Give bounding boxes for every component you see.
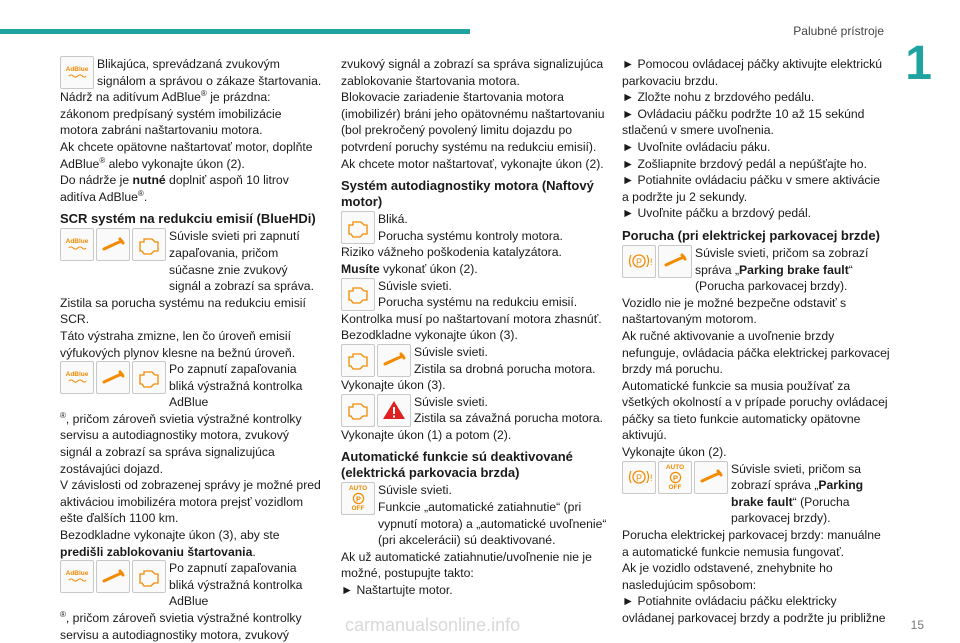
svg-text:P: P xyxy=(635,257,643,268)
column-2: zvukový signál a zobrazí sa správa signalizujúca zablokovanie štartovania motora. Blokovacie zariadenie štartovania motora (imobilizér) bráni jeho opätovnému naštartovaniu (bol prekročený povolený limitu dojazdu po potvrdení poruchy systému na redukciu emisií). Ak chcete motor naštartovať, vykonajte úkon (2). Systém autodiagnostiky motora (Naftový motor) Bliká. Porucha systému kontroly motora. Riziko vážneho poškodenia katalyzátora. Musíte vykonať úkon (2). Súvisle svieti. Porucha systému na redukciu emisií. Kontrolka musí po naštartovaní motora zhasnúť. Bezodkladne vykonajte úkon (3). Súvisle svieti. Zistila sa drobná porucha motora. Vykonajte úkon (3). Súvisle svieti. Zistila sa závažná porucha motora. Vykonajte úkon (1) a potom (2). Automatické funkcie sú deaktivované (elektrická parkovacia brzda) AUTO P OFF Súvisle svieti. Funkcie „automatické zatiahnutie“ (pri vypnutí motora) a „automatické uvoľnenie“ (pri akcelerácii) sú deaktivované. Ak už automatické zatiahnutie/uvoľnenie nie je možné, postupujte takto: ► Naštartujte motor. xyxy=(341,56,609,599)
heading-scr: SCR systém na redukciu emisií (BlueHDi) xyxy=(60,211,316,227)
section-title: Palubné prístroje xyxy=(793,24,884,38)
engine-icon xyxy=(341,394,375,427)
warning-adblue-blinking: AdBlue Blikajúca, sprevádzaná zvukovým signálom a správou o zákaze štartovania. xyxy=(60,56,322,89)
adblue-icon: AdBlue xyxy=(60,560,94,593)
svg-text:P: P xyxy=(355,494,361,504)
wrench-icon xyxy=(96,228,130,261)
engine-icon xyxy=(132,560,166,593)
engine-icon xyxy=(132,228,166,261)
adblue-icon: AdBlue xyxy=(60,228,94,261)
svg-text:P: P xyxy=(635,473,643,484)
wrench-icon xyxy=(96,560,130,593)
auto-off-icon: AUTO P OFF xyxy=(658,461,692,494)
parking-brake-fault-icon xyxy=(622,461,656,494)
chapter-number: 1 xyxy=(905,37,932,90)
page-number: 15 xyxy=(910,618,924,632)
engine-icon xyxy=(341,211,375,244)
watermark: carmanualsonline.info xyxy=(345,615,521,635)
heading-auto-functions: Automatické funkcie sú deaktivované (elektrická parkovacia brzda) xyxy=(341,449,573,481)
column-3: ► Pomocou ovládacej páčky aktivujte elektrickú parkovaciu brzdu. ► Zložte nohu z brzdového pedálu. ► Ovládaciu páčku podržte 10 až 15 sekúnd stlačenú v smere uvoľnenia. ► Uvoľnite ovládaciu páku. ► Zošliapnite brzdový pedál a nepúšťajte ho. ► Potiahnite ovládaciu páčku v smere aktivácie a podržte ju 2 sekundy. ► Uvoľnite páčku a brzdový pedál. Porucha (pri elektrickej parkovacej brzde) P ! Súvisle svieti, pričom sa zobrazí správa „Parking brake fault“ (Porucha parkovacej brzdy). Vozidlo nie je možné bezpečne odstaviť s naštartovaným motorom. Ak ručné aktivovanie a uvoľnenie brzdy nefunguje, ovládacia páčka elektrickej parkovacej brzdy má poruchu. Automatické funkcie sa musia používať za všetkých okolností a v prípade poruchy ovládacej páčky sa tieto funkcie automaticky opätovne aktivujú. Vykonajte úkon (2). P ! AUTO P OFF Súvisle svieti, pričom sa zobrazí správa „Parking brake fault“ (Porucha parkovacej brzdy). Porucha elektrickej parkovacej brzdy: manuálne a automatické funkcie nemusia fungovať. Ak je vozidlo odstavené, znehybnite ho nasledujúcim spôsobom: ► Potiahnite ovládaciu páčku elektricky ovládanej parkovacej brzdy a podržte ju približne xyxy=(622,57,890,625)
column-1: AdBlue Blikajúca, sprevádzaná zvukovým signálom a správou o zákaze štartovania. Nádrž na aditívum AdBlue® je prázdna: zákonom predpísaný systém imobilizácie motora zabráni naštartovaniu motora. Ak chcete opätovne naštartovať motor, doplňte AdBlue® alebo vykonajte úkon (2). Do nádrže je nutné doplniť aspoň 10 litrov aditíva AdBlue®. SCR systém na redukciu emisií (BlueHDi) AdBlue Súvisle svieti pri zapnutí zapaľovania, pričom súčasne znie zvukový signál a zobrazí sa správa. Zistila sa porucha systému na redukciu emisií SCR. Táto výstraha zmizne, len čo úroveň emisií výfukových plynov klesne na bežnú úroveň. AdBlue Po zapnutí zapaľovania bliká výstražná kontrolka AdBlue ®, pričom zároveň svietia výstražné kontrolky servisu a autodiagnostiky motora, zvukový signál a zobrazí sa správa signalizujúca zostávajúci dojazd. V závislosti od zobrazenej správy je možné pred aktiváciou imobilizéra motora prejsť vozidlom ešte ďalších 1100 km. Bezodkladne vykonajte úkon (3), aby ste predišli zablokovaniu štartovania. AdBlue Po zapnutí zapaľovania bliká výstražná kontrolka AdBlue ®, pričom zároveň svietia výstražné kontrolky servisu a autodiagnostiky motora, zvukový xyxy=(60,57,322,642)
stop-warning-icon xyxy=(377,394,411,427)
engine-icon xyxy=(132,361,166,394)
parking-brake-fault-icon xyxy=(622,245,656,278)
wrench-icon xyxy=(694,461,728,494)
engine-icon xyxy=(341,278,375,311)
auto-off-icon: AUTO P OFF xyxy=(341,482,375,515)
adblue-icon: AdBlue xyxy=(60,56,94,89)
wrench-icon xyxy=(377,344,411,377)
svg-text:!: ! xyxy=(650,473,653,484)
heading-parking-brake-fault: Porucha (pri elektrickej parkovacej brzde) xyxy=(622,227,880,243)
svg-text:!: ! xyxy=(650,257,653,268)
engine-icon xyxy=(341,344,375,377)
heading-engine-diagnostics: Systém autodiagnostiky motora (Naftový motor) xyxy=(341,178,594,210)
svg-text:P: P xyxy=(672,472,678,482)
wrench-icon xyxy=(96,361,130,394)
header-accent-bar xyxy=(0,29,470,34)
wrench-icon xyxy=(658,245,692,278)
adblue-icon: AdBlue xyxy=(60,361,94,394)
